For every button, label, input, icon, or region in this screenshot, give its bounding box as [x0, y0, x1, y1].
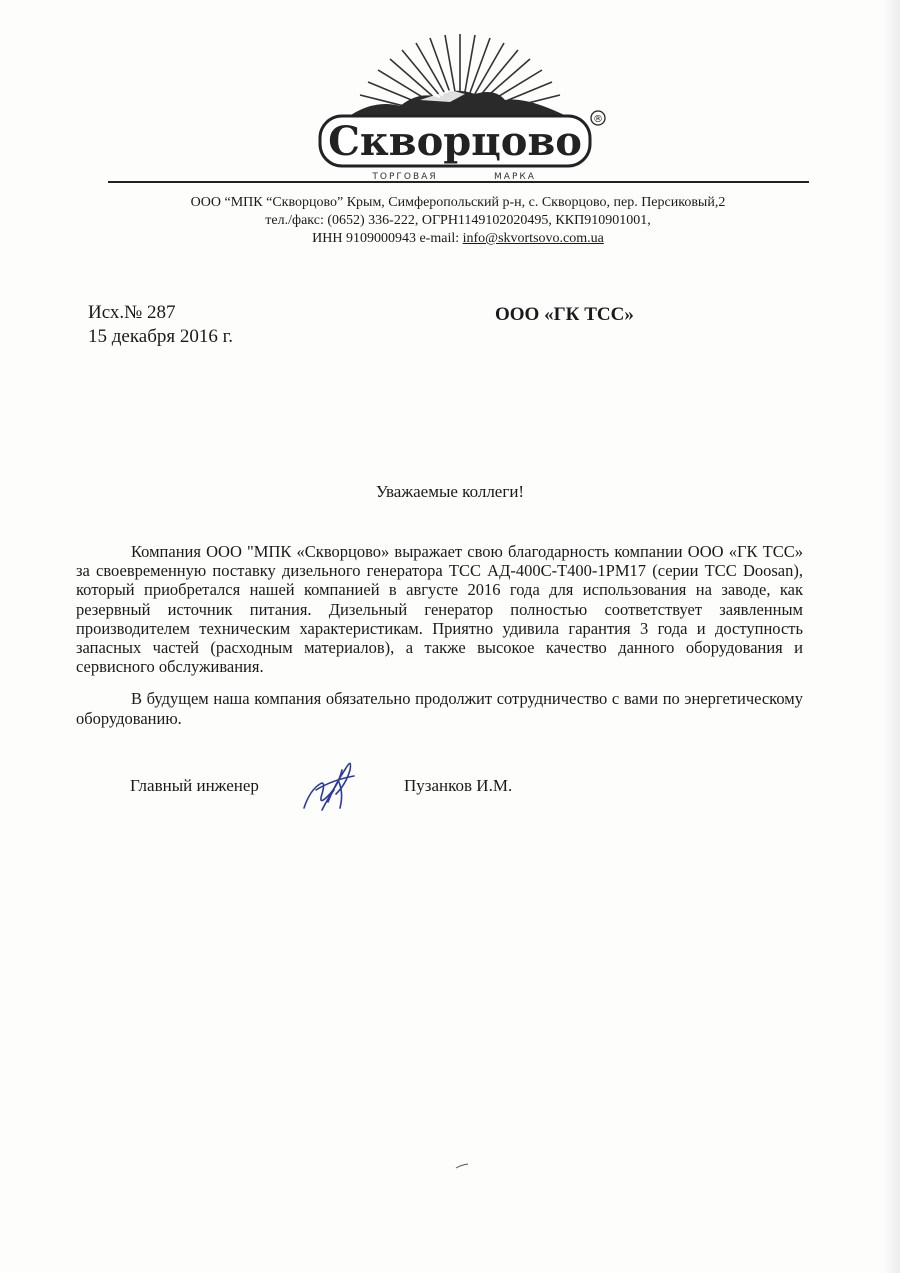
- registered-mark: ®: [593, 114, 603, 125]
- email-link[interactable]: info@skvortsovo.com.ua: [462, 231, 604, 246]
- letter-body: [76, 542, 803, 728]
- signatory-title: Главный инженер: [130, 776, 259, 795]
- body-paragraph-1: Компания ООО "МПК «Скворцово» выражает свою благодарность компании ООО «ГК ТСС» за своевременную поставку дизельного генератора ТСС АД-400С-Т400-1РМ17 (серии ТСС Doosan), который приобретался нашей компанией в августе 2016 года для использования на заводе, как резервный источник питания. Дизельный генератор полностью соответствует заявленным производителем техническим характеристикам. Приятно удивила гарантия 3 года и доступность запасных частей (расходным материалов), а также высокое качество данного оборудования и сервисного обслуживания.: [76, 542, 803, 677]
- body-paragraph-2: В будущем наша компания обязательно продолжит сотрудничество с вами по энергетическому оборудованию.: [76, 689, 803, 728]
- scan-edge-shadow: [882, 0, 900, 1273]
- greeting: Уважаемые коллеги!: [375, 482, 525, 501]
- logo-tagline-right: МАРКА: [494, 172, 536, 182]
- logo-tagline-left: ТОРГОВАЯ: [372, 172, 438, 182]
- handwritten-signature: [298, 750, 364, 816]
- outgoing-date: 15 декабря 2016 г.: [88, 326, 234, 347]
- inn-text: ИНН 9109000943 e-mail:: [312, 231, 463, 246]
- outgoing-reference: [88, 301, 233, 349]
- signatory-name: Пузанков И.М.: [404, 776, 513, 795]
- company-requisites: [100, 194, 816, 248]
- requisites-line-1: ООО “МПК “Скворцово” Крым, Симферопольский р-н, с. Скворцово, пер. Персиковый,2: [190, 195, 726, 210]
- skvortsovo-logo: [300, 28, 620, 188]
- header-rule: [108, 181, 809, 183]
- outgoing-number: Исх.№ 287: [88, 302, 176, 323]
- recipient: ООО «ГК ТСС»: [495, 304, 634, 325]
- scan-speck: [455, 1163, 469, 1169]
- requisites-line-2: тел./факс: (0652) 336-222, ОГРН1149102020495, ККП910901001,: [265, 213, 651, 228]
- logo-brand-text: Скворцово: [328, 118, 582, 165]
- requisites-line-3: [100, 230, 816, 248]
